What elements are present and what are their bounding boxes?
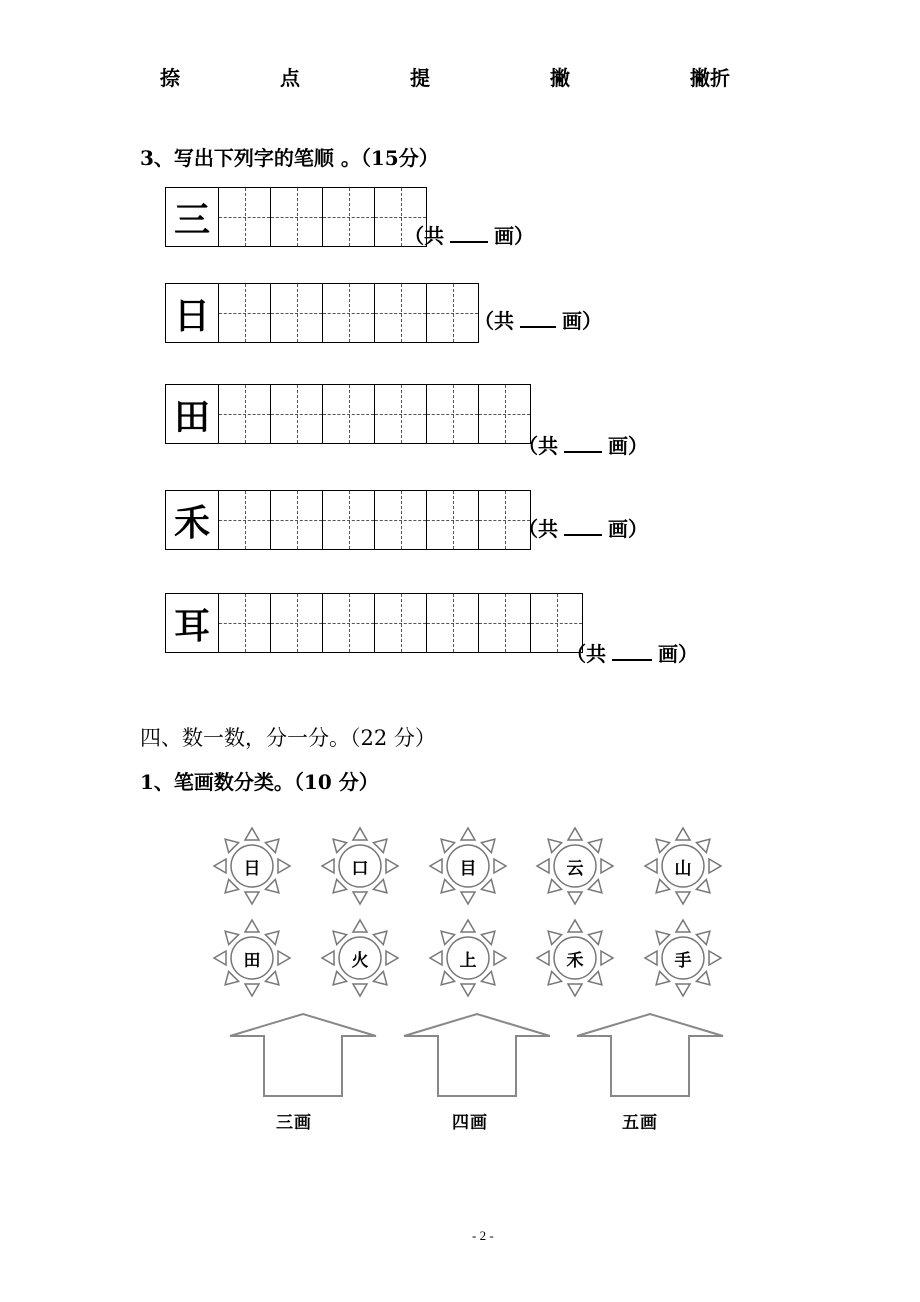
tian-grid-row-3 bbox=[165, 384, 531, 444]
category-label-5-strokes: 五画 bbox=[622, 1113, 658, 1133]
tian-cell[interactable] bbox=[426, 594, 478, 652]
tian-cell[interactable] bbox=[218, 188, 270, 246]
stroke-count-label-2: （共 画） bbox=[474, 309, 602, 333]
category-arrow-1 bbox=[228, 1012, 378, 1098]
stroke-name-4: 撇 bbox=[550, 66, 570, 90]
tian-model-char: 日 bbox=[173, 295, 210, 337]
tian-cell[interactable] bbox=[426, 385, 478, 443]
sun-char: 目 bbox=[459, 858, 477, 879]
sun-char: 日 bbox=[243, 858, 261, 879]
tian-cell[interactable] bbox=[270, 284, 322, 342]
tian-cell[interactable] bbox=[374, 385, 426, 443]
tian-cell[interactable] bbox=[322, 188, 374, 246]
tian-grid-row-1 bbox=[165, 187, 427, 247]
tian-model-char: 三 bbox=[173, 199, 210, 241]
tian-cell[interactable] bbox=[426, 491, 478, 549]
tian-grid-row-4 bbox=[165, 490, 531, 550]
tian-cell[interactable] bbox=[478, 594, 530, 652]
sun-card[interactable] bbox=[527, 918, 623, 998]
tian-cell[interactable] bbox=[322, 594, 374, 652]
tian-cell[interactable] bbox=[322, 491, 374, 549]
stroke-count-blank[interactable] bbox=[612, 641, 652, 661]
stroke-count-label-5: （共 画） bbox=[566, 642, 698, 666]
sun-char: 禾 bbox=[566, 950, 584, 971]
tian-grid-row-5 bbox=[165, 593, 583, 653]
tian-cell[interactable] bbox=[322, 385, 374, 443]
tian-cell[interactable] bbox=[426, 284, 478, 342]
stroke-name-2: 点 bbox=[280, 66, 300, 90]
sun-card[interactable] bbox=[635, 918, 731, 998]
tian-cell[interactable] bbox=[374, 491, 426, 549]
stroke-count-blank[interactable] bbox=[564, 516, 602, 536]
sun-char: 手 bbox=[674, 950, 692, 971]
stroke-name-5: 撇折 bbox=[690, 66, 730, 90]
sun-card[interactable] bbox=[204, 826, 300, 906]
sun-card[interactable] bbox=[635, 826, 731, 906]
tian-model-char: 禾 bbox=[173, 502, 210, 544]
tian-model-char: 田 bbox=[173, 396, 210, 438]
tian-model-char: 耳 bbox=[173, 605, 210, 647]
tian-grid-row-2 bbox=[165, 283, 479, 343]
category-arrow-3 bbox=[575, 1012, 725, 1098]
stroke-count-blank[interactable] bbox=[450, 223, 488, 243]
category-label-4-strokes: 四画 bbox=[452, 1113, 488, 1133]
sun-card[interactable] bbox=[420, 918, 516, 998]
tian-cell[interactable] bbox=[374, 594, 426, 652]
sun-card[interactable] bbox=[420, 826, 516, 906]
sun-char: 火 bbox=[351, 950, 369, 971]
category-arrow-2 bbox=[402, 1012, 552, 1098]
tian-cell[interactable] bbox=[270, 188, 322, 246]
sun-char: 上 bbox=[459, 950, 477, 971]
sun-card[interactable] bbox=[204, 918, 300, 998]
sun-char: 云 bbox=[566, 858, 584, 879]
stroke-count-blank[interactable] bbox=[564, 433, 602, 453]
tian-cell[interactable] bbox=[270, 594, 322, 652]
tian-cell[interactable] bbox=[218, 491, 270, 549]
tian-cell[interactable] bbox=[218, 385, 270, 443]
tian-cell[interactable] bbox=[322, 284, 374, 342]
stroke-count-label-3: （共 画） bbox=[518, 434, 648, 458]
stroke-name-1: 捺 bbox=[160, 66, 180, 90]
sun-card[interactable] bbox=[312, 826, 408, 906]
tian-cell[interactable] bbox=[270, 385, 322, 443]
category-label-3-strokes: 三画 bbox=[276, 1113, 312, 1133]
sun-char: 田 bbox=[243, 950, 261, 971]
sun-char: 山 bbox=[674, 858, 692, 879]
stroke-count-blank[interactable] bbox=[520, 308, 556, 328]
stroke-name-3: 提 bbox=[410, 66, 430, 90]
tian-cell[interactable] bbox=[218, 594, 270, 652]
page-number: - 2 - bbox=[472, 1228, 494, 1243]
stroke-count-label-4: （共 画） bbox=[518, 517, 648, 541]
section3-heading: 3、写出下列字的笔顺 。（15分） bbox=[140, 146, 439, 170]
tian-cell[interactable] bbox=[374, 284, 426, 342]
sun-card[interactable] bbox=[527, 826, 623, 906]
sun-char: 口 bbox=[351, 858, 369, 879]
stroke-count-label-1: （共 画） bbox=[404, 224, 534, 248]
section4-subheading: 1、笔画数分类。（10 分） bbox=[140, 770, 379, 794]
tian-cell[interactable] bbox=[270, 491, 322, 549]
section4-heading: 四、数一数，分一分。（22 分） bbox=[140, 726, 436, 750]
sun-card[interactable] bbox=[312, 918, 408, 998]
tian-cell[interactable] bbox=[218, 284, 270, 342]
